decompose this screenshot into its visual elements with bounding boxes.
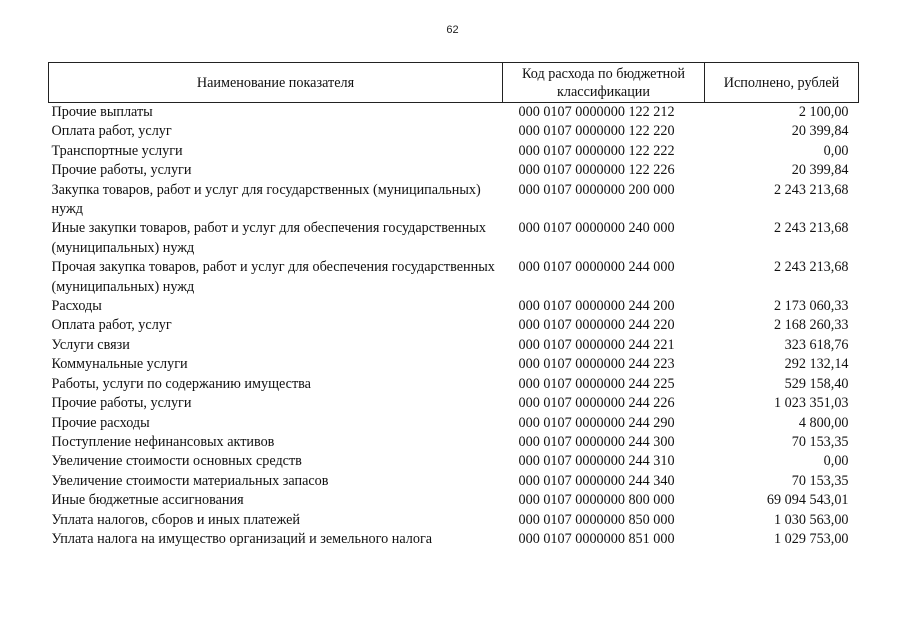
row-amount: 4 800,00 — [798, 414, 849, 431]
row-code: 000 0107 0000000 244 220 — [518, 317, 675, 334]
row-name: Иные закупки товаров, работ и услуг для обеспечения государственных (муниципальных) нужд — [51, 220, 486, 256]
row-amount: 323 618,76 — [784, 336, 849, 353]
column-header-name: Наименование показателя — [49, 63, 503, 103]
row-code: 000 0107 0000000 200 000 — [518, 181, 675, 198]
table-row — [49, 433, 859, 452]
row-amount: 0,00 — [823, 453, 849, 470]
row-code: 000 0107 0000000 244 225 — [518, 375, 675, 392]
row-code: 000 0107 0000000 244 310 — [518, 453, 675, 470]
column-header-code: Код расхода по бюджетной классификации — [503, 63, 705, 103]
table-body — [49, 103, 859, 550]
row-name: Оплата работ, услуг — [51, 123, 172, 140]
row-amount: 20 399,84 — [791, 162, 849, 179]
row-amount: 2 243 213,68 — [774, 220, 849, 237]
row-amount: 20 399,84 — [791, 123, 849, 140]
table-row — [49, 355, 859, 374]
row-name: Работы, услуги по содержанию имущества — [51, 375, 311, 392]
table-row — [49, 511, 859, 530]
table-row — [49, 316, 859, 335]
row-code: 000 0107 0000000 122 222 — [518, 142, 675, 159]
table-header — [49, 63, 859, 103]
table-row — [49, 258, 859, 297]
row-name: Прочие работы, услуги — [51, 395, 192, 412]
row-name: Уплата налогов, сборов и иных платежей — [51, 511, 300, 528]
table-row — [49, 394, 859, 413]
row-code: 000 0107 0000000 240 000 — [518, 220, 675, 237]
row-name: Закупка товаров, работ и услуг для государственных (муниципальных) нужд — [51, 181, 481, 218]
row-amount: 2 168 260,33 — [774, 317, 849, 334]
row-code: 000 0107 0000000 122 212 — [518, 104, 675, 120]
table-row — [49, 472, 859, 491]
row-name: Транспортные услуги — [51, 142, 183, 159]
table-row — [49, 414, 859, 433]
table-row — [49, 297, 859, 316]
table-row — [49, 530, 859, 549]
row-name: Оплата работ, услуг — [51, 317, 172, 334]
row-amount: 1 029 753,00 — [774, 530, 849, 547]
row-name: Прочая закупка товаров, работ и услуг для обеспечения государственных (муниципальных) нужд — [51, 259, 495, 295]
table-row — [49, 181, 859, 220]
row-amount: 70 153,35 — [791, 433, 849, 450]
row-code: 000 0107 0000000 122 220 — [518, 123, 675, 140]
row-name: Прочие расходы — [51, 414, 150, 431]
table-row — [49, 375, 859, 394]
row-amount: 2 243 213,68 — [774, 259, 849, 276]
row-amount: 2 173 060,33 — [774, 298, 849, 315]
row-amount: 69 094 543,01 — [766, 492, 849, 509]
row-amount: 1 030 563,00 — [774, 511, 849, 528]
column-header-amount: Исполнено, рублей — [705, 63, 859, 103]
row-code: 000 0107 0000000 850 000 — [518, 511, 675, 528]
table-header-row — [49, 63, 859, 103]
row-code: 000 0107 0000000 244 226 — [518, 395, 675, 412]
row-code: 000 0107 0000000 244 000 — [518, 259, 675, 276]
table-row — [49, 452, 859, 471]
table-row — [49, 103, 859, 123]
row-code: 000 0107 0000000 244 200 — [518, 298, 675, 315]
table-row — [49, 491, 859, 510]
table-row — [49, 219, 859, 258]
row-name: Увеличение стоимости материальных запасов — [51, 472, 329, 489]
row-amount: 2 243 213,68 — [774, 181, 849, 198]
row-name: Уплата налога на имущество организаций и земельного налога — [51, 530, 433, 547]
row-amount: 292 132,14 — [784, 356, 849, 373]
row-code: 000 0107 0000000 122 226 — [518, 162, 675, 179]
table-row — [49, 142, 859, 161]
row-name: Поступление нефинансовых активов — [51, 433, 275, 450]
row-name: Увеличение стоимости основных средств — [51, 453, 302, 470]
row-code: 000 0107 0000000 244 300 — [518, 433, 675, 450]
row-code: 000 0107 0000000 244 340 — [518, 472, 675, 489]
row-amount: 0,00 — [823, 142, 849, 159]
budget-execution-table — [48, 62, 859, 549]
table-row — [49, 122, 859, 141]
row-name: Расходы — [51, 298, 102, 315]
row-code: 000 0107 0000000 244 223 — [518, 356, 675, 373]
row-code: 000 0107 0000000 244 221 — [518, 336, 675, 353]
row-name: Прочие работы, услуги — [51, 162, 192, 179]
row-name: Услуги связи — [51, 336, 130, 353]
row-amount: 2 100,00 — [798, 104, 849, 120]
row-code: 000 0107 0000000 800 000 — [518, 492, 675, 509]
row-name: Иные бюджетные ассигнования — [51, 492, 244, 509]
row-amount: 70 153,35 — [791, 472, 849, 489]
table-row — [49, 336, 859, 355]
row-amount: 529 158,40 — [784, 375, 849, 392]
table-row — [49, 161, 859, 180]
row-amount: 1 023 351,03 — [774, 395, 849, 412]
row-code: 000 0107 0000000 851 000 — [518, 530, 675, 547]
row-name: Коммунальные услуги — [51, 356, 188, 373]
row-name: Прочие выплаты — [51, 104, 153, 120]
row-code: 000 0107 0000000 244 290 — [518, 414, 675, 431]
page-number: 62 — [446, 24, 459, 36]
